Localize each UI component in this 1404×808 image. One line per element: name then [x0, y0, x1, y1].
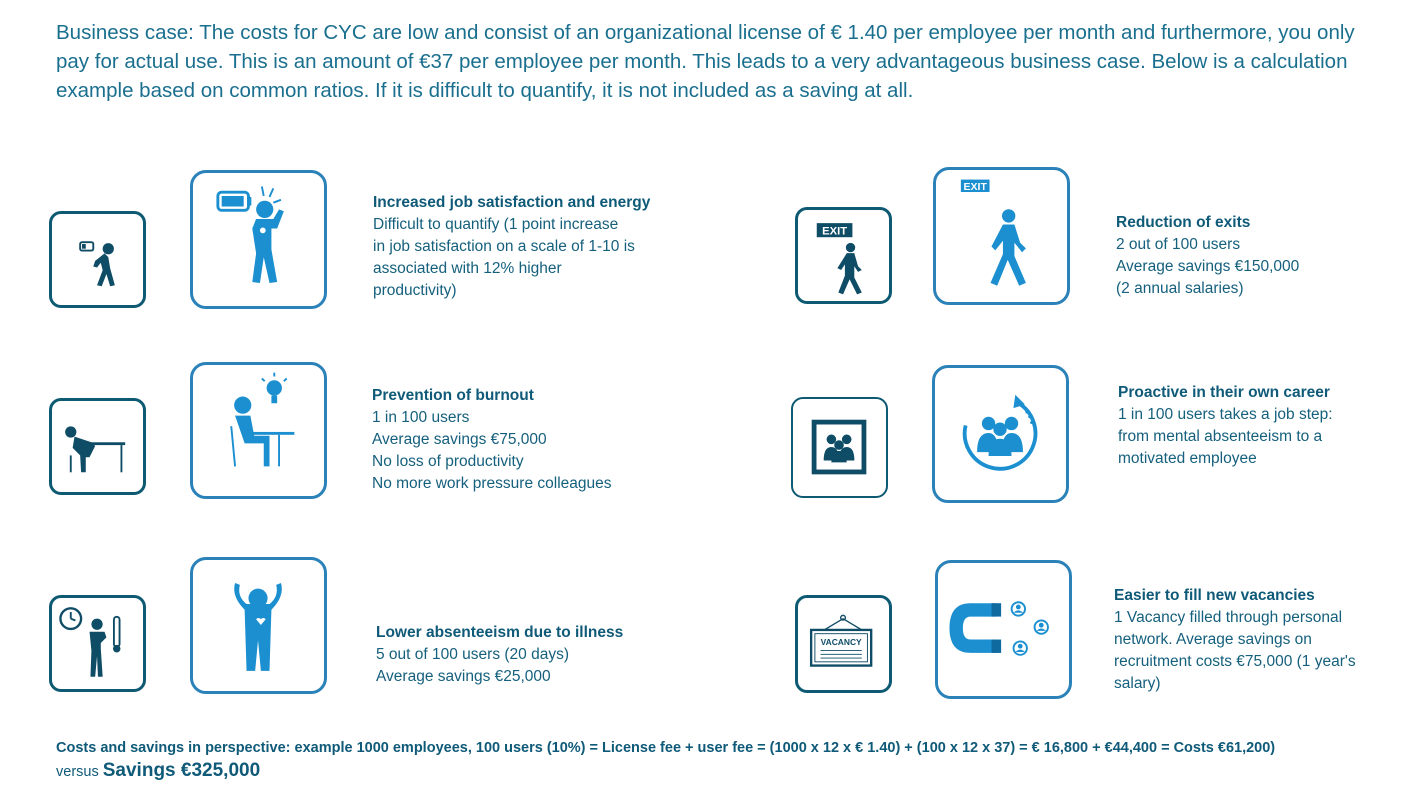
tired-person-icon — [49, 211, 146, 308]
item-line: recruitment costs €75,000 (1 year's — [1114, 653, 1356, 670]
item-title: Increased job satisfaction and energy — [373, 194, 651, 211]
item-line: 2 out of 100 users — [1116, 236, 1241, 253]
item-line: productivity) — [373, 282, 457, 299]
exit-sign-walker-icon — [795, 207, 892, 304]
footer-line2 — [56, 760, 1275, 782]
item-line: in job satisfaction on a scale of 1-10 is — [373, 238, 635, 255]
item-line: Average savings €25,000 — [376, 668, 551, 685]
item-vacancies — [1114, 585, 1356, 695]
item-line: network. Average savings on — [1114, 631, 1312, 648]
energized-person-icon — [190, 170, 327, 309]
item-exits — [1116, 212, 1299, 300]
item-line: 1 in 100 users takes a job step: — [1118, 406, 1333, 423]
person-with-idea-icon — [190, 362, 327, 499]
item-line: Difficult to quantify (1 point increase — [373, 216, 619, 233]
item-line: 1 in 100 users — [372, 409, 470, 426]
item-burnout — [372, 385, 612, 495]
item-line: 5 out of 100 users (20 days) — [376, 646, 570, 663]
item-line: salary) — [1114, 675, 1161, 692]
item-line: Average savings €150,000 — [1116, 258, 1300, 275]
item-title: Prevention of burnout — [372, 387, 534, 404]
item-job-satisfaction — [373, 192, 650, 302]
magnet-attract-people-icon — [935, 560, 1072, 699]
item-line: 1 Vacancy filled through personal — [1114, 609, 1343, 626]
item-line: No more work pressure colleagues — [372, 475, 612, 492]
item-line: (2 annual salaries) — [1116, 280, 1244, 297]
exit-sign-text: EXIT — [963, 181, 987, 194]
item-title: Reduction of exits — [1116, 214, 1251, 231]
sick-person-clock-icon — [49, 595, 146, 692]
vacancy-sign-icon — [795, 595, 892, 693]
exhausted-at-desk-icon — [49, 398, 146, 495]
footer-savings: Savings €325,000 — [102, 760, 261, 781]
footer-versus: versus — [56, 764, 99, 780]
footer-calculation — [56, 740, 1275, 782]
item-line: from mental absenteeism to a — [1118, 428, 1323, 445]
item-line: Average savings €75,000 — [372, 431, 547, 448]
item-absenteeism — [376, 622, 623, 688]
team-frame-icon — [791, 397, 888, 498]
intro-paragraph: Business case: The costs for CYC are low and consist of an organizational license of € 1.40 per employee per month and furthermore, you only pay for actual use. This is an amount of €37 per employee per month. This leads to a very advantageous business case. Below is a calculation example based on common ratios. If it is difficult to quantify, it is not included as a saving at all. — [56, 21, 1355, 102]
walking-person-icon — [933, 167, 1070, 305]
item-proactive-career — [1118, 382, 1333, 470]
item-title: Easier to fill new vacancies — [1114, 587, 1315, 604]
item-line: associated with 12% higher — [373, 260, 562, 277]
footer-line1: Costs and savings in perspective: example 1000 employees, 100 users (10%) = License fee + user fee = (1000 x 12 x € 1.40) + (100 x 12 x 37) = € 16,800 + €44,400 = Costs €61,200) — [56, 740, 1276, 756]
item-line: motivated employee — [1118, 450, 1257, 467]
item-line: No loss of productivity — [372, 453, 524, 470]
healthy-person-icon — [190, 557, 327, 694]
item-title: Lower absenteeism due to illness — [376, 624, 624, 641]
item-title: Proactive in their own career — [1118, 384, 1330, 401]
group-cycle-icon — [932, 365, 1069, 503]
exit-sign-text: EXIT — [822, 225, 848, 238]
vacancy-sign-text: VACANCY — [820, 636, 862, 647]
